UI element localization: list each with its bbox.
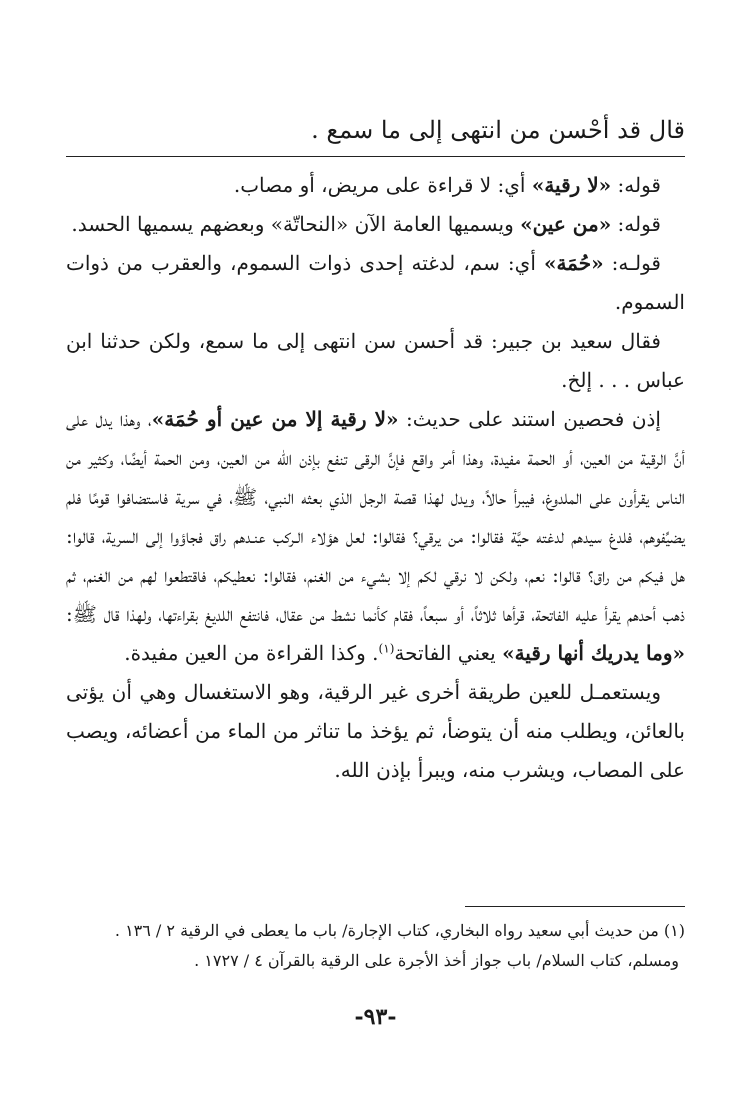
paragraph	[66, 166, 685, 205]
footnote-1-continuation: ومسلم، كتاب السلام/ باب جواز أخذ الأجرة على الرقية بالقرآن ٤ / ١٧٢٧ .	[194, 951, 679, 970]
text-run: أي: سم، لدغته إحدى ذوات السموم، والعقرب من ذوات السموم.	[66, 251, 685, 314]
footnote-rule	[465, 906, 685, 907]
running-head: قال قد أحْسن من انتهى إلى ما سمع .	[311, 116, 685, 144]
header-rule	[66, 156, 685, 157]
quoted-term: «وما يدريك أنها رقية»	[502, 641, 685, 665]
footnote-1: (١) من حديث أبي سعيد رواه البخاري، كتاب الإجارة/ باب ما يعطى في الرقية ٢ / ١٣٦ .	[114, 921, 685, 940]
text-run: قولـه:	[603, 251, 661, 275]
body-text	[66, 166, 685, 790]
quoted-term: «من عين»	[520, 212, 612, 236]
paragraph	[66, 205, 685, 244]
quoted-term: «لا رقية إلا من عين أو حُمَة»	[151, 407, 399, 431]
text-run: ويسميها العامة الآن «النحاتّة» وبعضهم يسميها الحسد.	[71, 212, 521, 236]
text-run: فقال سعيد بن جبير: قد أحسن سن انتهى إلى ما سمع، ولكن حدثنا ابن عباس . . . إلخ.	[66, 329, 685, 392]
text-run: أي: لا قراءة على مريض، أو مصاب.	[233, 173, 532, 197]
paragraph	[66, 673, 685, 790]
text-run: قوله:	[611, 173, 661, 197]
quoted-term: «لا رقية»	[531, 173, 612, 197]
footnotes	[66, 916, 685, 976]
text-run: . وكذا القراءة من العين مفيدة.	[124, 641, 379, 665]
quoted-term: «حُمَة»	[543, 251, 604, 275]
paragraph	[66, 400, 685, 673]
text-run: ويستعمـل للعين طريقة أخرى غير الرقية، وهو الاستغسال وهي أن يؤتى بالعائن، ويطلب منه أن يتوضأ، ثم يؤخذ ما تناثر من الماء من أعضائه، ويصب على المصاب، ويشرب منه، ويبرأ بإذن الله.	[66, 680, 685, 782]
paragraph	[66, 244, 685, 322]
text-run: ، وهذا يدل على أنَّ الرقية من العين، أو الحمة مفيدة، وهذا أمر واقع فإنَّ الرقى تنفع بإذن الله من العين، ومن الحمة أيضًا، وكثير من الناس يقرأون على الملدوغ، فيبرأ حالاً، ويدل لهذا قصة الرجل الذي بعثه النبي، ﷺ، في سرية فاستضافوا قومًا فلم يضيِّفوهم، فلدغ سيدهم لدغته حيَّة فقالوا: من يرقي؟ فقالوا: لعل هؤلاء الـركب عنـدهم راق فجاؤوا إلى السرية، قالوا: هل فيكم من راق؟ قالوا: نعم، ولكن لا نرقي لكم إلا بشيء من الغنم، فقالوا: نعطيكم، فاقتطعوا لهم من الغنم، ثم ذهب أحدهم يقرأ عليه الفاتحة، قرأها ثلاثاً، أو سبعاً، فقام كأنما نشط من عقال، فانتفع اللديغ بقراءتها، ولهذا قال ﷺ:	[66, 407, 686, 626]
page-number: -٩٣-	[354, 1004, 397, 1030]
text-run: إذن فحصين استند على حديث:	[398, 407, 661, 431]
text-run: يعني الفاتحة	[394, 641, 503, 665]
text-run: قوله:	[611, 212, 661, 236]
paragraph	[66, 322, 685, 400]
footnote-ref[interactable]: (١)	[378, 641, 395, 656]
